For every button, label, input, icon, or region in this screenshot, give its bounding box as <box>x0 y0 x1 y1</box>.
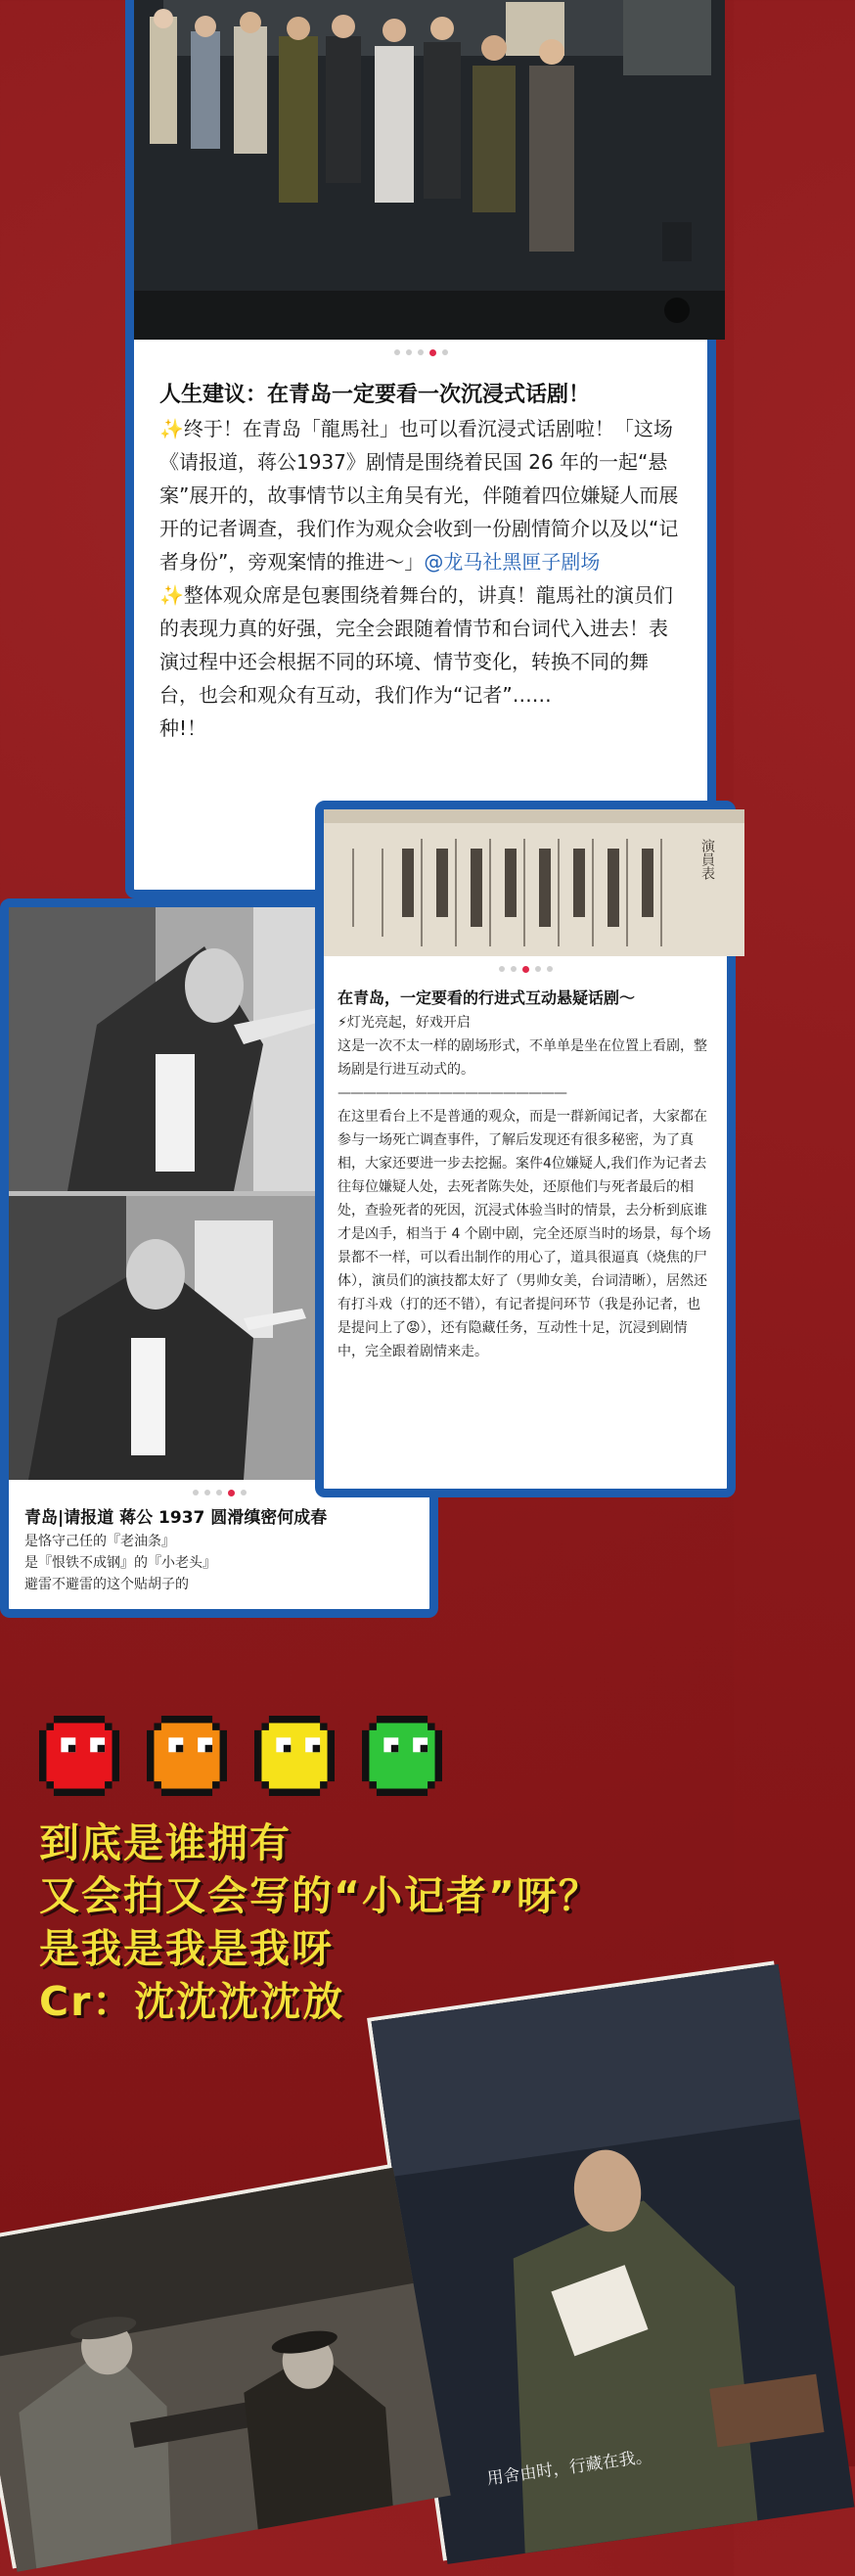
carousel-dot[interactable] <box>193 1490 199 1495</box>
carousel-dot[interactable] <box>535 966 541 972</box>
carousel-dot[interactable] <box>418 349 424 355</box>
orange-pixel-face-icon <box>147 1715 227 1797</box>
photo-caption: 用舍由时，行藏在我。 <box>485 2446 653 2490</box>
sparkle-icon: ✨ <box>159 583 184 607</box>
carousel-dot[interactable] <box>511 966 517 972</box>
bottom-stage-photo-left[interactable] <box>0 2165 446 2569</box>
post-title: 青岛|请报道 蒋公 1937 圆滑缜密何成春 <box>24 1508 328 1528</box>
carousel-dot[interactable] <box>216 1490 222 1495</box>
carousel-dot-active[interactable] <box>228 1490 235 1496</box>
post-line: 这是一次不太一样的剧场形式，不单单是坐在位置上看剧，整场剧是行进互动式的。 <box>338 1038 707 1078</box>
mention-link[interactable]: @龙马社黑匣子剧场 <box>424 550 601 574</box>
post-photo-2[interactable] <box>324 809 727 956</box>
carousel-dot[interactable] <box>406 349 412 355</box>
slogan-line-1: 到底是谁拥有 <box>39 1819 292 1866</box>
post-line: 避雷不避雷的这个贴胡子的 <box>24 1577 189 1592</box>
post-card-2[interactable] <box>315 801 736 1497</box>
post-paragraph-tail: 种!！ <box>159 716 207 740</box>
cast-list-document-photo <box>324 809 744 956</box>
post-line: 是『恨铁不成钢』的『小老头』 <box>24 1555 216 1571</box>
post-paragraph-2 <box>159 578 682 712</box>
slogan-credit: Cr：沈沈沈沈放 <box>39 1978 345 2025</box>
yellow-pixel-face-icon <box>254 1715 335 1797</box>
post-body: 在这里看台上不是普通的观众，而是一群新闻记者，大家都在参与一场死亡调查事件，了解后发现还有很多秘密，为了真相，大家还要进一步去挖掘。案件4位嫌疑人,我们作为记者去往每位嫌疑人处，去死者陈失处，还原他们与死者最后的相处，查验死者的死因，沉浸式体验当时的情景，去分析到底谁才是凶手，相当于 4 个剧中剧，完全还原当时的场景，每个场景都不一样，可以看出制作的用心了，道具很逼真（烧焦的尸体），演员们的演技都太好了（男帅女美，台词清晰），居然还有打斗戏（打的还不错），有记者提问环节（我是孙记者，也是提问上了😡），还有隐藏任务，互动性十足，沉浸到剧情中，完全跟着剧情来走。 <box>338 1109 711 1359</box>
post-line: 是恪守己任的『老油条』 <box>24 1534 175 1549</box>
carousel-dot-active[interactable] <box>522 966 529 973</box>
slogan-line-3: 是我是我是我呀 <box>39 1925 334 1972</box>
green-pixel-face-icon <box>362 1715 442 1797</box>
pixel-faces-row <box>39 1715 442 1797</box>
post-card-1[interactable] <box>125 0 716 898</box>
post-title: 人生建议：在青岛一定要看一次沉浸式话剧！ <box>159 383 591 407</box>
carousel-dot[interactable] <box>204 1490 210 1495</box>
carousel-dot[interactable] <box>394 349 400 355</box>
carousel-dot[interactable] <box>442 349 448 355</box>
post-line: ⚡灯光亮起，好戏开启 <box>338 1015 471 1031</box>
carousel-dot[interactable] <box>241 1490 247 1495</box>
slogan-line-2: 又会拍又会写的“小记者”呀？ <box>39 1872 601 1919</box>
paragraph-text: 终于！在青岛「龍馬社」也可以看沉浸式话剧啦！「这场《请报道，蒋公1937》剧情是围绕着民国 26 年的一起“悬案”展开的，故事情节以主角吴有光，伴随着四位嫌疑人而展开的记者调查，我们作为观众会收到一份剧情简介以及以“记者身份”，旁观案情的推进～」 <box>159 417 679 574</box>
sparkle-icon: ✨ <box>159 417 184 440</box>
carousel-dot-active[interactable] <box>429 349 436 356</box>
red-pixel-face-icon <box>39 1715 119 1797</box>
carousel-dot[interactable] <box>547 966 553 972</box>
stage-cast-photo <box>134 0 725 340</box>
carousel-dots <box>324 956 727 982</box>
two-actors-bw-photo <box>0 2168 451 2572</box>
post-photo-1[interactable] <box>134 0 707 340</box>
post-title: 在青岛，一定要看的行进式互动悬疑话剧～ <box>338 989 636 1007</box>
divider: —————————————————— <box>338 1085 566 1101</box>
carousel-dots <box>134 340 707 365</box>
carousel-dot[interactable] <box>499 966 505 972</box>
paragraph-text: 整体观众席是包裹围绕着舞台的，讲真！龍馬社的演员们的表现力真的好强，完全会跟随着情节和台词代入进去！表演过程中还会根据不同的环境、情节变化，转换不同的舞台，也会和观众有互动，我们作为“记者”…… <box>159 583 673 707</box>
post-paragraph-1 <box>159 412 682 578</box>
doc-title: 演員表 <box>699 839 715 880</box>
